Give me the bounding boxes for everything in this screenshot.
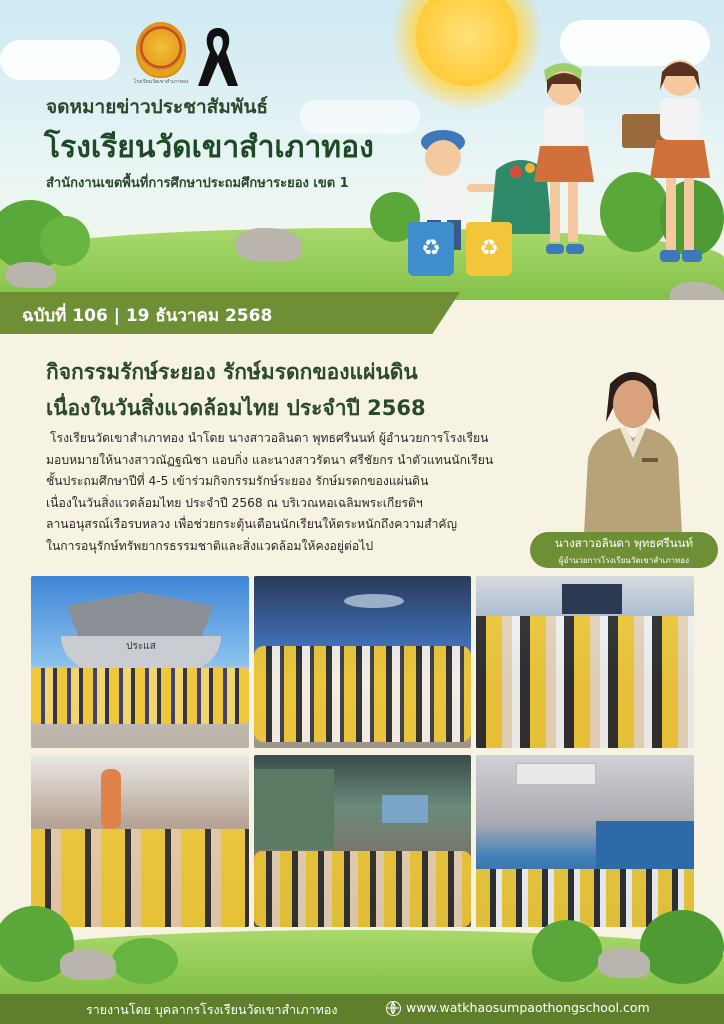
logo-caption: โรงเรียนวัดเขาสำเภาทอง bbox=[133, 79, 189, 85]
globe-icon bbox=[386, 1001, 401, 1016]
girl-with-box-illustration bbox=[620, 50, 720, 280]
issue-number-date: ฉบับที่ 106 | 19 ธันวาคม 2568 bbox=[22, 306, 273, 326]
photo-students-exhibit bbox=[31, 755, 249, 927]
education-office: สำนักงานเขตพื้นที่การศึกษาประถมศึกษาระยอง เขต 1 bbox=[46, 176, 349, 191]
cloud bbox=[0, 40, 120, 80]
article-line: ชั้นประถมศึกษาปีที่ 4-5 เข้าร่วมกิจกรรมรักษ์ระยอง รักษ์มรดกของแผ่นดิน bbox=[46, 474, 429, 488]
school-logo bbox=[136, 22, 186, 78]
article-line: เนื่องในวันสิ่งแวดล้อมไทย ประจำปี 2568 ณ บริเวณหอเฉลิมพระเกียรติฯ bbox=[46, 495, 423, 510]
article-line: ลานอนุสรณ์เรือรบหลวง เพื่อช่วยกระตุ้นเตือนนักเรียนให้ตระหนักถึงความสำคัญ bbox=[46, 517, 457, 531]
photo-guide-briefing bbox=[254, 755, 471, 927]
bush bbox=[112, 938, 178, 984]
newsletter-subtitle: จดหมายข่าวประชาสัมพันธ์ bbox=[46, 96, 268, 118]
rock bbox=[6, 262, 56, 288]
bush bbox=[640, 910, 724, 984]
rock bbox=[236, 228, 302, 262]
recycle-bin-blue-icon: ♻ bbox=[408, 222, 454, 276]
rock bbox=[598, 948, 650, 978]
bush bbox=[532, 920, 602, 982]
article-line: ในการอนุรักษ์ทรัพยากรธรรมชาติและสิ่งแวดล้อมให้คงอยู่ต่อไป bbox=[46, 538, 374, 553]
reporter-credit: รายงานโดย บุคลากรโรงเรียนวัดเขาสำเภาทอง bbox=[86, 1002, 338, 1017]
black-mourning-ribbon-icon bbox=[194, 24, 242, 90]
website-link[interactable]: www.watkhaosumpaothongschool.com bbox=[406, 1000, 650, 1015]
rock bbox=[60, 950, 116, 980]
director-name-tag bbox=[530, 532, 718, 568]
photo-students-seated-hall bbox=[254, 576, 471, 748]
director-portrait bbox=[580, 362, 684, 534]
photo-students-touch-pool bbox=[476, 576, 694, 748]
director-position: ผู้อำนวยการโรงเรียนวัดเขาสำเภาทอง bbox=[558, 556, 690, 565]
director-name: นางสาวอลินดา พุทธศรีนนท์ bbox=[554, 536, 694, 550]
article-headline: กิจกรรมรักษ์ระยอง รักษ์มรดกของแผ่นดิน bbox=[46, 360, 418, 384]
article-line: มอบหมายให้นางสาวณัฏฐณิชา แอบกิ่ง และนางสาวรัตนา ศรีชัยกร นำตัวแทนนักเรียน bbox=[46, 452, 494, 467]
bush bbox=[40, 216, 90, 266]
photo-ship-memorial-group bbox=[31, 576, 249, 748]
article-line: โรงเรียนวัดเขาสำเภาทอง นำโดย นางสาวอลินดา พุทธศรีนนท์ ผู้อำนวยการโรงเรียน bbox=[50, 431, 489, 445]
school-name-title: โรงเรียนวัดเขาสำเภาทอง bbox=[44, 130, 374, 165]
girl-illustration bbox=[520, 60, 620, 270]
ship-label: ประแส bbox=[61, 636, 221, 670]
article-headline-sub: เนื่องในวันสิ่งแวดล้อมไทย ประจำปี 2568 bbox=[46, 396, 426, 420]
photo-aquarium-gallery bbox=[476, 755, 694, 927]
article-body bbox=[46, 428, 574, 557]
recycle-bin-yellow-icon: ♻ bbox=[466, 222, 512, 276]
